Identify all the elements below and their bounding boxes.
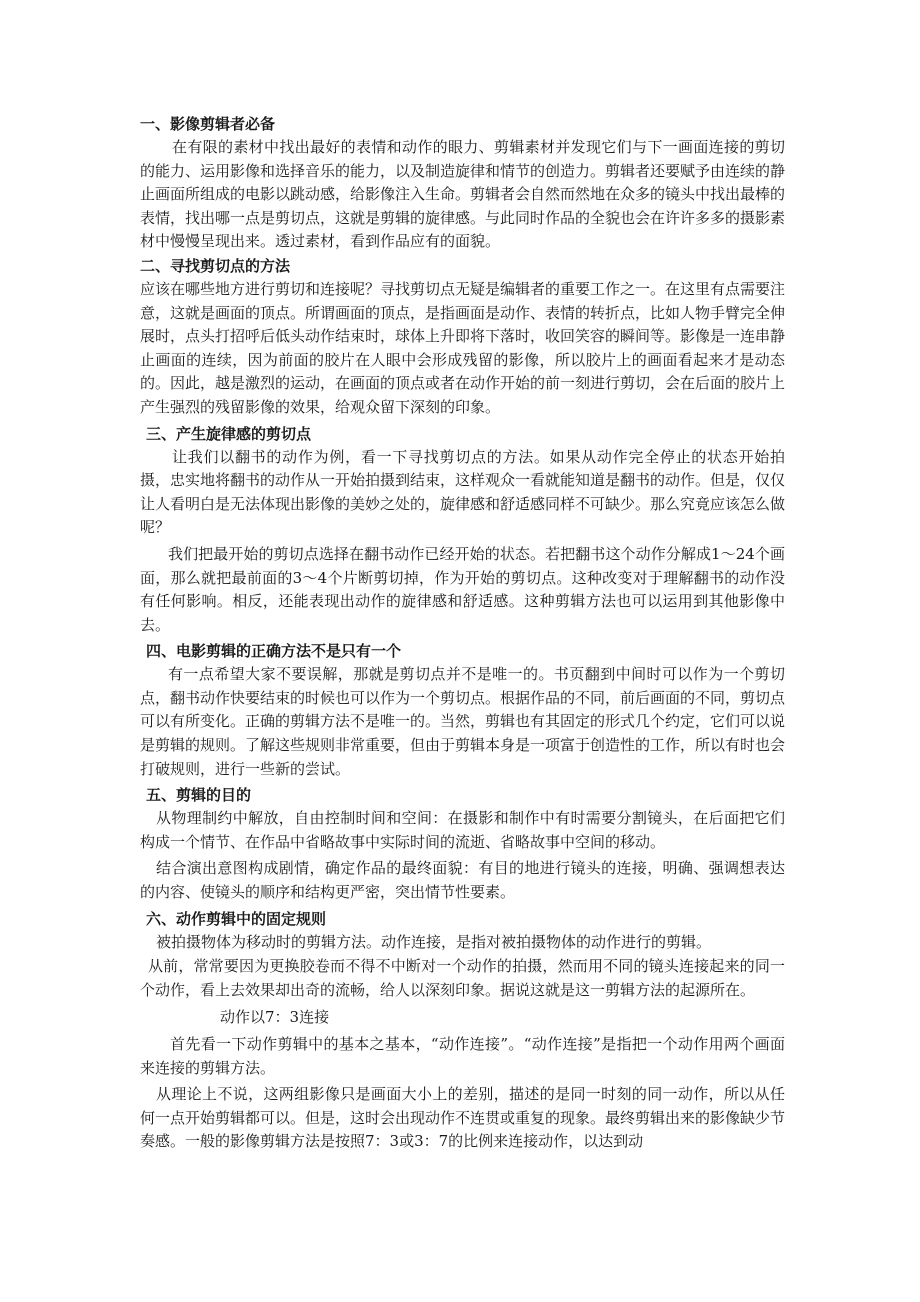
section-heading-3: 三、产生旋律感的剪切点 xyxy=(146,424,312,443)
section-3-paragraph-1: 让我们以翻书的动作为例，看一下寻找剪切点的方法。如果从动作完全停止的状态开始拍摄，忠实地将翻书的动作从一开始拍摄到结束，这样观众一看就能知道是翻书的动作。但是，仅仅让人看明白是无法体现出影像的美妙之处的，旋律感和舒适感同样不可缺少。那么究竟应该怎么做呢？ xyxy=(140,447,786,537)
section-heading-4: 四、电影剪辑的正确方法不是只有一个 xyxy=(146,642,402,661)
section-6-paragraph-3: 首先看一下动作剪辑中的基本之基本，“动作连接”。“动作连接”是指把一个动作用两个画面来连接的剪辑方法。 xyxy=(140,1035,785,1077)
section-heading-2: 二、寻找剪切点的方法 xyxy=(140,256,291,275)
section-6-subheading: 动作以7：3连接 xyxy=(220,1008,330,1027)
section-6-paragraph-1: 被拍摄物体为移动时的剪辑方法。动作连接，是指对被拍摄物体的动作进行的剪辑。 xyxy=(156,932,712,951)
section-5-paragraph-1: 从物理制约中解放，自由控制时间和空间：在摄影和制作中有时需要分割镜头，在后面把它们构成一个情节、在作品中省略故事中实际时间的流逝、省略故事中空间的移动。 xyxy=(140,809,785,851)
section-heading-5: 五、剪辑的目的 xyxy=(146,786,252,805)
section-1-paragraph-1: 在有限的素材中找出最好的表情和动作的眼力、剪辑素材并发现它们与下一画面连接的剪切的能力、运用影像和选择音乐的能力，以及制造旋律和情节的创造力。剪辑者还要赋予由连续的静止画面所组成的电影以跳动感，给影像注入生命。剪辑者会自然而然地在众多的镜头中找出最棒的表情，找出哪一点是剪切点，这就是剪辑的旋律感。与此同时作品的全貌也会在许许多多的摄影素材中慢慢呈现出来。透过素材，看到作品应有的面貌。 xyxy=(140,138,786,251)
section-heading-6: 六、动作剪辑中的固定规则 xyxy=(146,909,327,928)
section-2-paragraph-1: 应该在哪些地方进行剪切和连接呢？寻找剪切点无疑是编辑者的重要工作之一。在这里有点需要注意，这就是画面的顶点。所谓画面的顶点，是指画面是动作、表情的转折点，比如人物手臂完全伸展时，点头打招呼后低头动作结束时，球体上升即将下落时，收回笑容的瞬间等。影像是一连串静止画面的连续，因为前面的胶片在人眼中会形成残留的影像，所以胶片上的画面看起来才是动态的。因此，越是激烈的运动，在画面的顶点或者在动作开始的前一刻进行剪切，会在后面的胶片上产生强烈的残留影像的效果，给观众留下深刻的印象。 xyxy=(140,279,786,416)
section-6-paragraph-4: 从理论上不说，这两组影像只是画面大小上的差别，描述的是同一时刻的同一动作，所以从任何一点开始剪辑都可以。但是，这时会出现动作不连贯或重复的现象。最终剪辑出来的影像缺少节奏感。一般的影像剪辑方法是按照7：3或3：7的比例来连接动作，以达到动 xyxy=(140,1085,786,1151)
section-6-paragraph-2: 从前，常常要因为更换胶卷而不得不中断对一个动作的拍摄，然而用不同的镜头连接起来的同一个动作，看上去效果却出奇的流畅，给人以深刻印象。据说这就是这一剪辑方法的起源所在。 xyxy=(140,957,785,999)
document-page xyxy=(140,113,785,1154)
section-4-paragraph-1: 有一点希望大家不要误解，那就是剪切点并不是唯一的。书页翻到中间时可以作为一个剪切点，翻书动作快要结束的时候也可以作为一个剪切点。根据作品的不同，前后画面的不同，剪切点可以有所变化。正确的剪辑方法不是唯一的。当然，剪辑也有其固定的形式几个约定，它们可以说是剪辑的规则。了解这些规则非常重要，但由于剪辑本身是一项富于创造性的工作，所以有时也会打破规则，进行一些新的尝试。 xyxy=(140,665,786,778)
section-5-paragraph-2: 结合演出意图构成剧情，确定作品的最终面貌：有目的地进行镜头的连接，明确、强调想表达的内容、使镜头的顺序和结构更严密，突出情节性要素。 xyxy=(140,859,785,902)
section-heading-1: 一、影像剪辑者必备 xyxy=(140,115,276,133)
section-3-paragraph-2: 我们把最开始的剪切点选择在翻书动作已经开始的状态。若把翻书这个动作分解成1～24个画面，那么就把最前面的3～4个片断剪切掉，作为开始的剪切点。这种改变对于理解翻书的动作没有任何影响。相反，还能表现出动作的旋律感和舒适感。这种剪辑方法也可以运用到其他影像中去。 xyxy=(140,544,785,634)
